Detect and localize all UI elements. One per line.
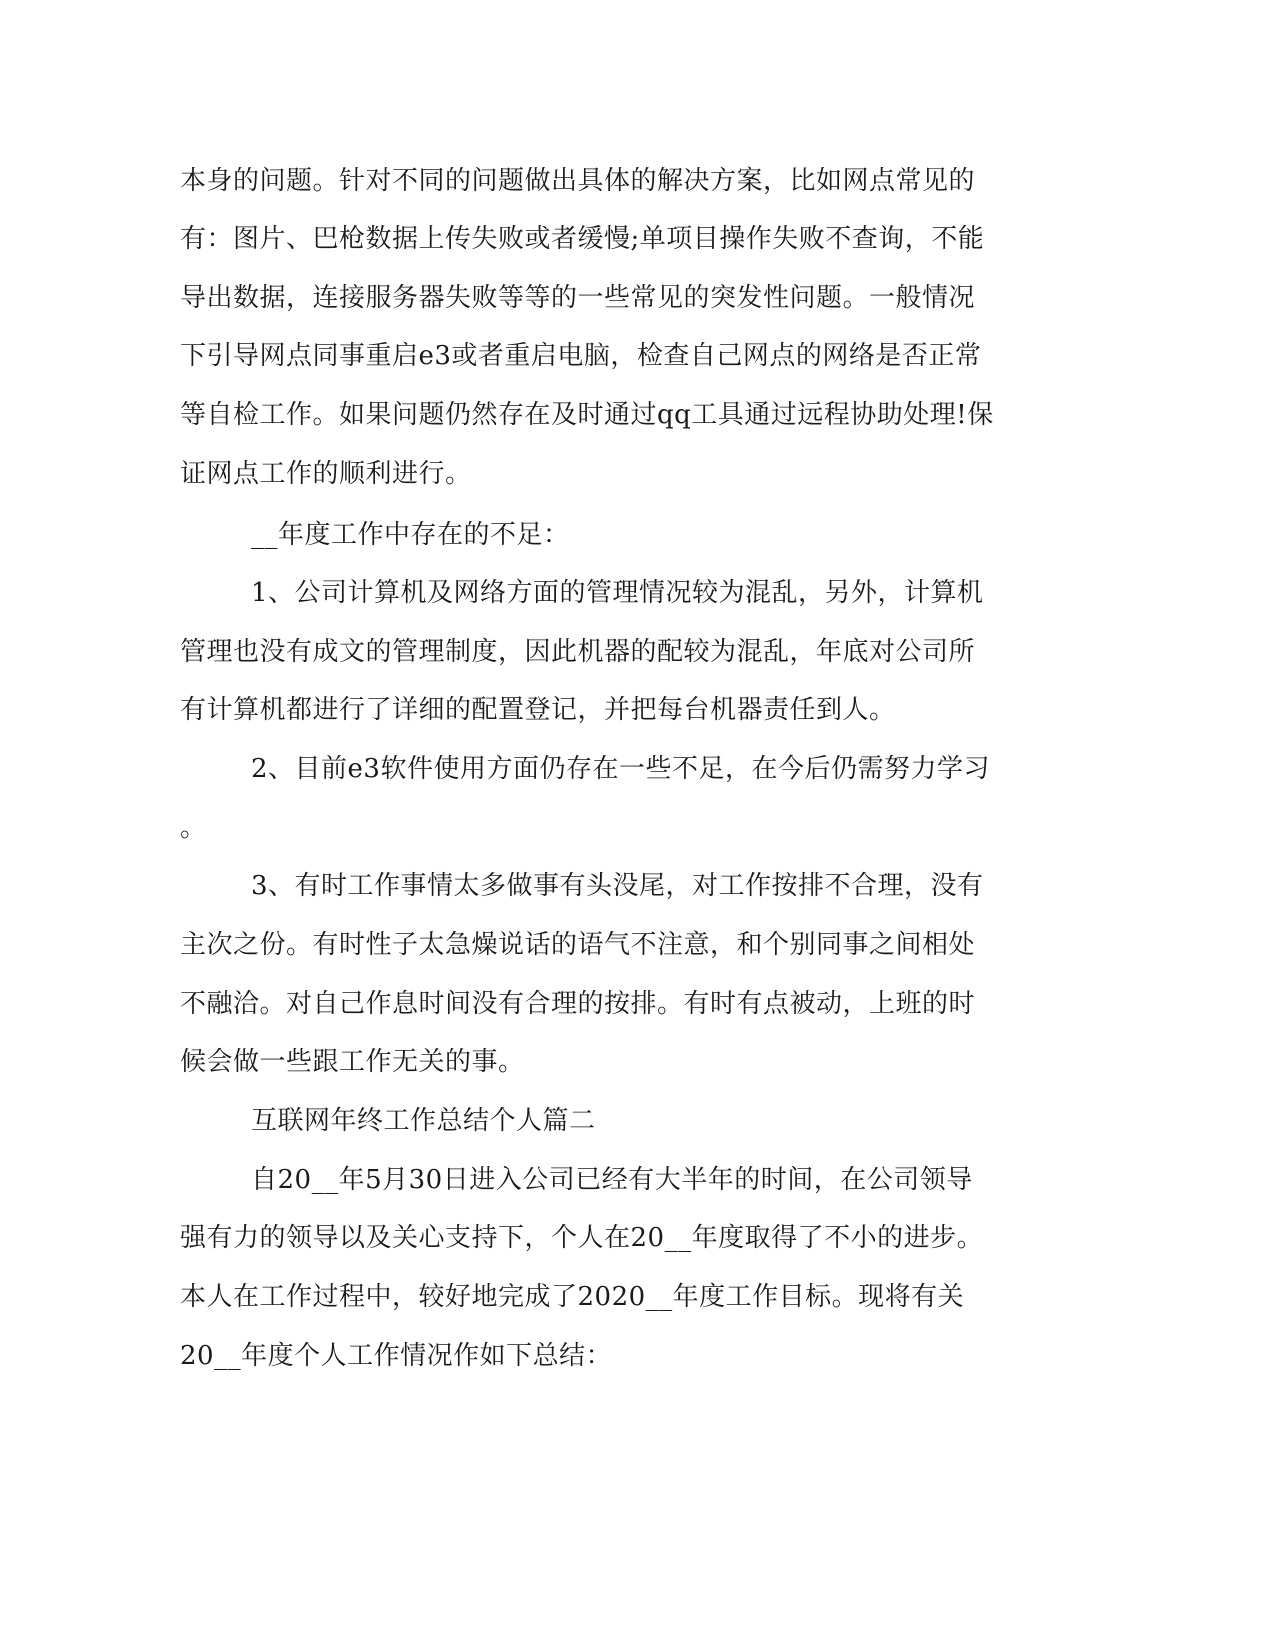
paragraph-line: 本身的问题。针对不同的问题做出具体的解决方案，比如网点常见的 [180,166,976,196]
paragraph-line: 强有力的领导以及关心支持下，个人在20__年度取得了不小的进步。 [180,1223,984,1253]
paragraph-line: 20__年度个人工作情况作如下总结： [180,1341,613,1371]
list-item-line: 管理也没有成文的管理制度，因此机器的配较为混乱，年底对公司所 [180,637,976,667]
paragraph-line: 证网点工作的顺利进行。 [180,459,472,489]
list-item-line: 2、目前e3软件使用方面仍存在一些不足，在今后仍需努力学习 [251,754,990,784]
section-title: 互联网年终工作总结个人篇二 [251,1106,596,1136]
list-item-line: 候会做一些跟工作无关的事。 [180,1047,525,1077]
paragraph-line: 自20__年5月30日进入公司已经有大半年的时间，在公司领导 [251,1165,973,1195]
list-item-line: 主次之份。有时性子太急燥说话的语气不注意，和个别同事之间相处 [180,930,976,960]
paragraph-line: 下引导网点同事重启e3或者重启电脑，检查自己网点的网络是否正常 [180,341,982,371]
section-heading: __年度工作中存在的不足： [251,520,570,550]
paragraph-line: 有：图片、巴枪数据上传失败或者缓慢;单项目操作失败不查询，不能 [180,224,985,254]
paragraph-line: 本人在工作过程中，较好地完成了2020__年度工作目标。现将有关 [180,1282,965,1312]
list-item-line: 不融洽。对自己作息时间没有合理的按排。有时有点被动，上班的时 [180,989,976,1019]
paragraph-line: 等自检工作。如果问题仍然存在及时通过qq工具通过远程协助处理!保 [180,400,994,430]
list-item-line: 3、有时工作事情太多做事有头没尾，对工作按排不合理，没有 [251,871,984,901]
paragraph-line: 导出数据，连接服务器失败等等的一些常见的突发性问题。一般情况 [180,283,976,313]
list-item-line: 有计算机都进行了详细的配置登记，并把每台机器责任到人。 [180,695,896,725]
list-item-line: 。 [180,813,207,843]
list-item-line: 1、公司计算机及网络方面的管理情况较为混乱，另外，计算机 [251,578,984,608]
